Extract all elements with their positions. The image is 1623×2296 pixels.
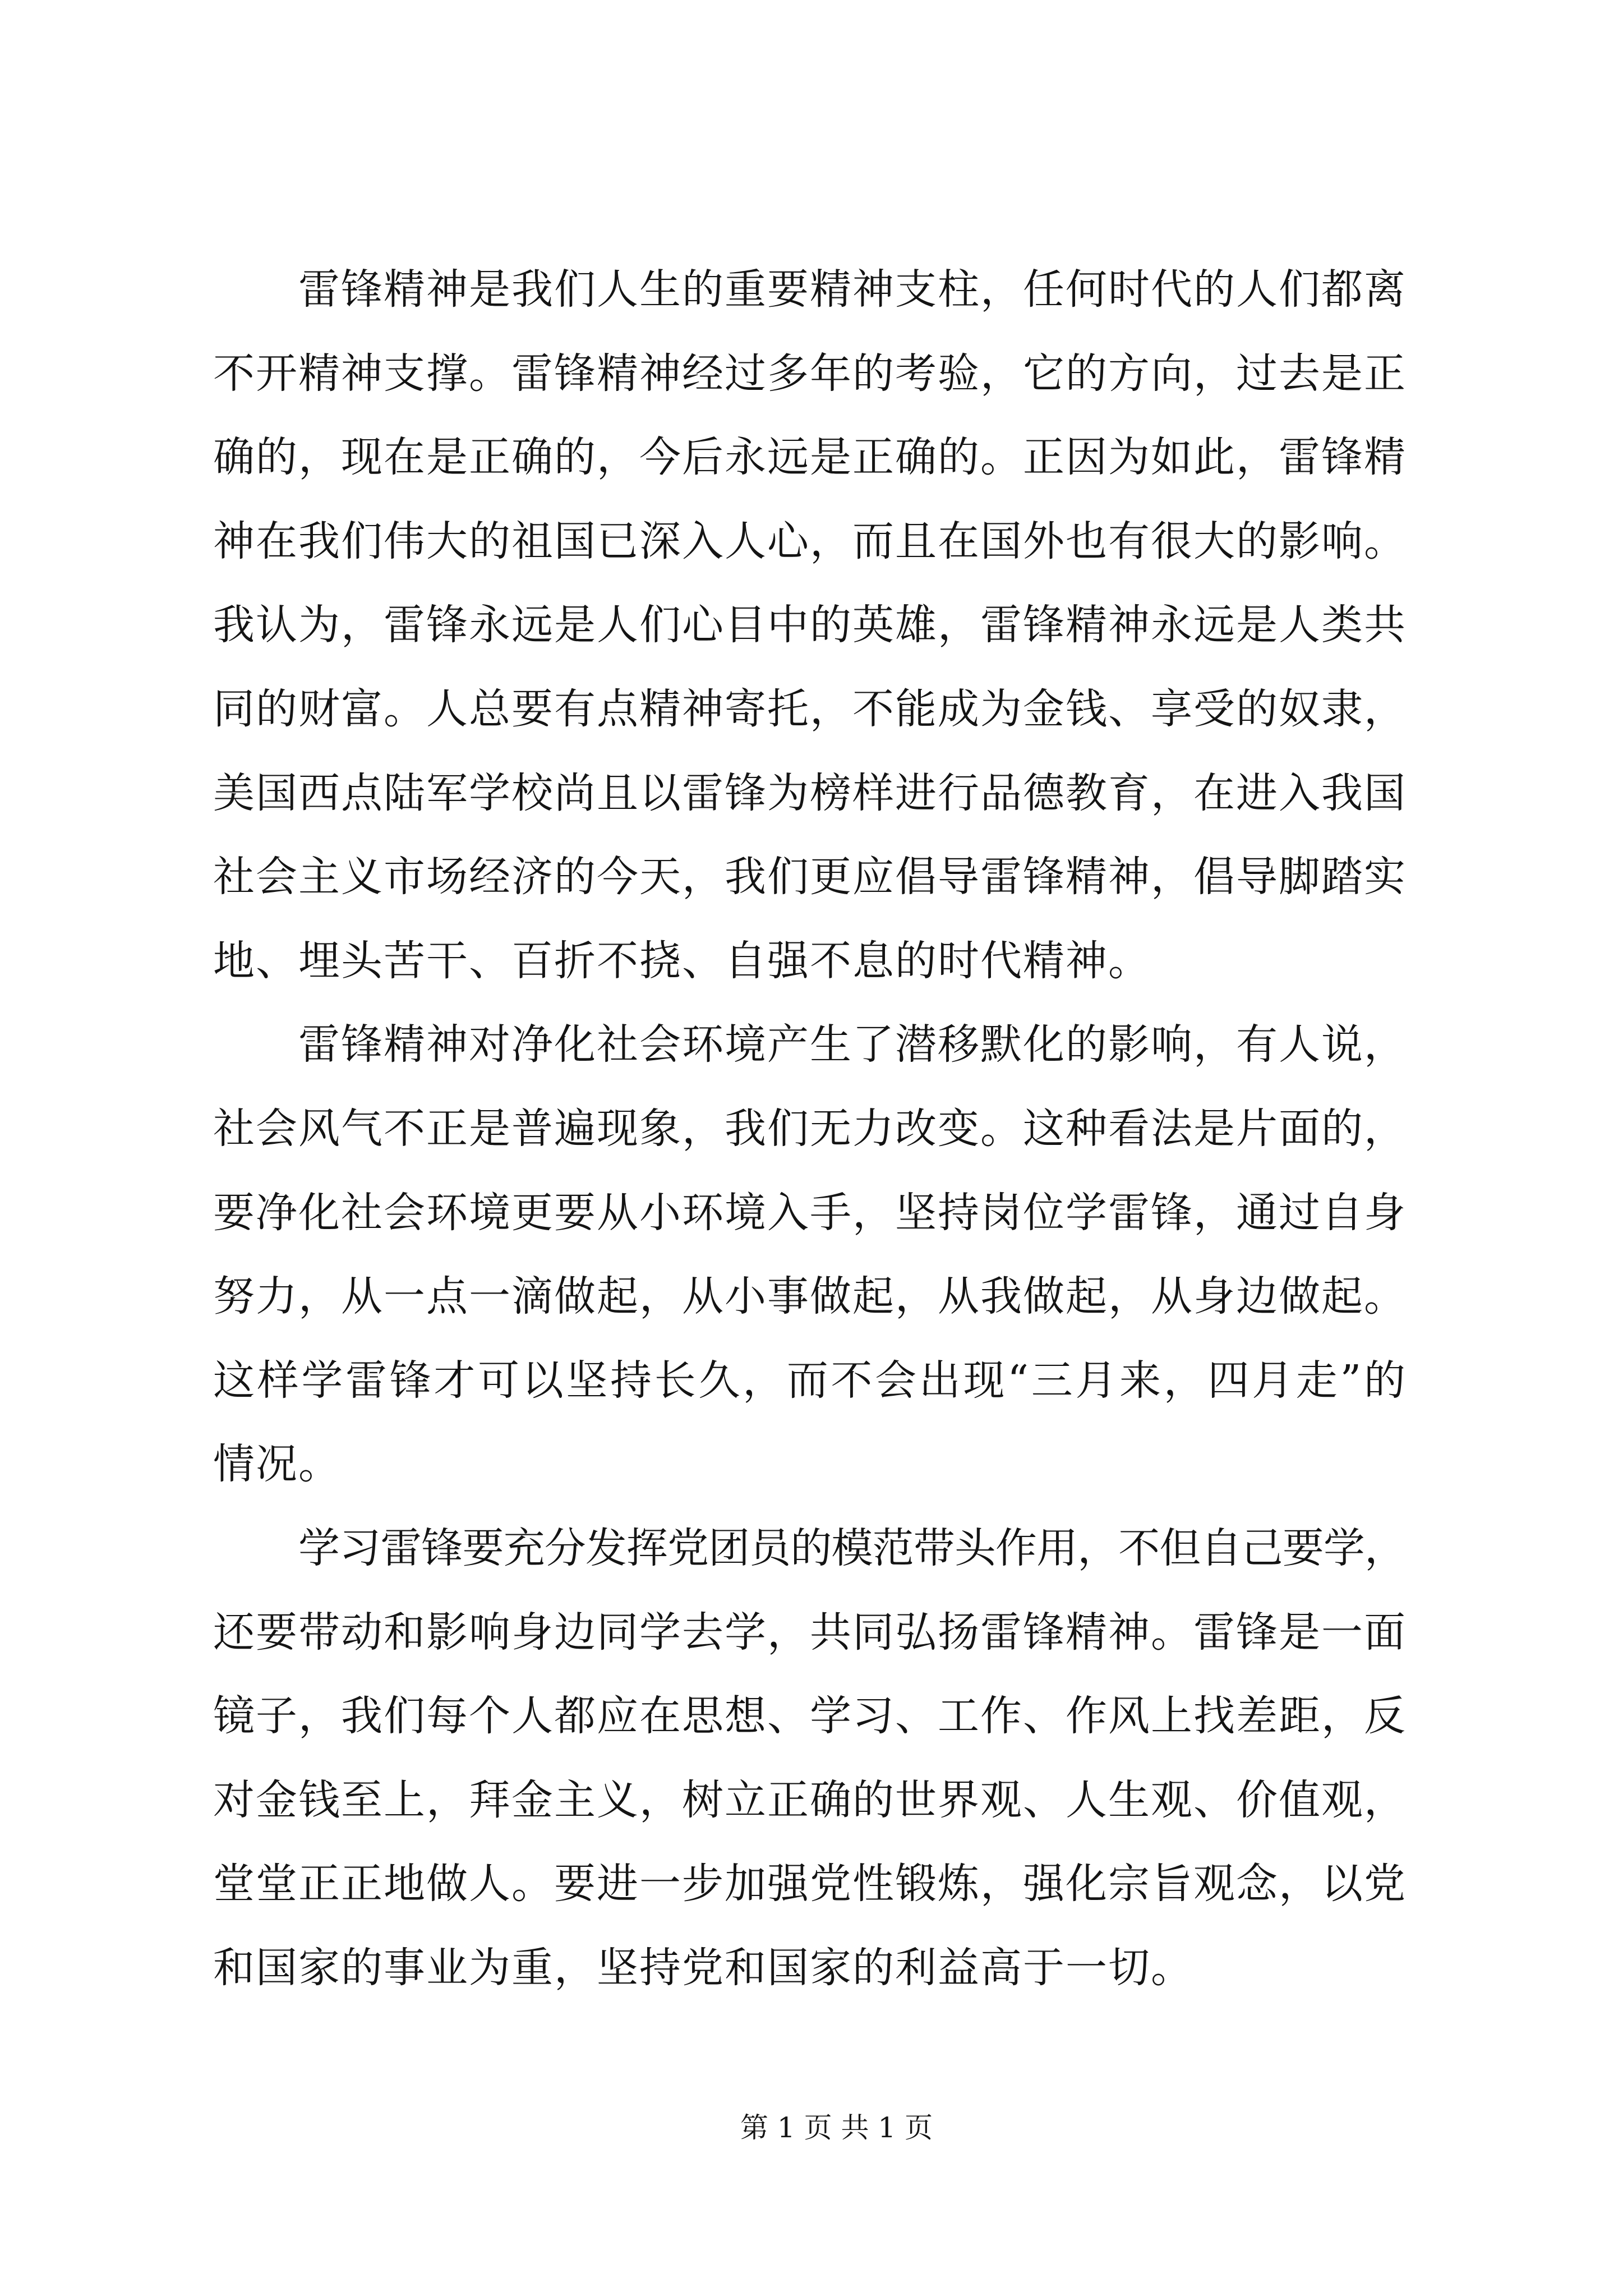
text-line: 雷锋精神是我们人生的重要精神支柱，任何时代的人们都离: [298, 265, 1405, 314]
text-line: 神在我们伟大的祖国已深入人心，而且在国外也有很大的影响。: [213, 517, 1405, 565]
text-line: 情况。: [213, 1440, 341, 1489]
text-line: 和国家的事业为重，坚持党和国家的利益高于一切。: [213, 1943, 1193, 1992]
document-body: [213, 248, 1405, 2010]
text-line: 镜子，我们每个人都应在思想、学习、工作、作风上找差距，反: [213, 1692, 1405, 1741]
text-line: 要净化社会环境更要从小环境入手，坚持岗位学雷锋，通过自身: [213, 1188, 1405, 1237]
page-footer: 第 1 页 共 1 页: [740, 2111, 933, 2144]
text-line: 还要带动和影响身边同学去学，共同弘扬雷锋精神。雷锋是一面: [213, 1608, 1405, 1657]
paragraph-3: [213, 1507, 1405, 2010]
text-line: 我认为，雷锋永远是人们心目中的英雄，雷锋精神永远是人类共: [213, 601, 1405, 650]
text-line: 同的财富。人总要有点精神寄托，不能成为金钱、享受的奴隶，: [213, 684, 1405, 733]
text-line: 努力，从一点一滴做起，从小事做起，从我做起，从身边做起。: [213, 1272, 1405, 1321]
text-line: 雷锋精神对净化社会环境产生了潜移默化的影响，有人说，: [298, 1020, 1405, 1069]
text-line: 不开精神支撑。雷锋精神经过多年的考验，它的方向，过去是正: [213, 349, 1405, 398]
paragraph-2: [213, 1003, 1405, 1507]
text-line: 这样学雷锋才可以坚持长久，而不会出现“三月来，四月走”的: [213, 1356, 1405, 1405]
text-line: 对金钱至上，拜金主义，树立正确的世界观、人生观、价值观，: [213, 1775, 1405, 1824]
text-line: 学习雷锋要充分发挥党团员的模范带头作用，不但自己要学，: [298, 1524, 1405, 1572]
text-line: 堂堂正正地做人。要进一步加强党性锻炼，强化宗旨观念，以党: [213, 1860, 1405, 1908]
paragraph-1: [213, 248, 1405, 1003]
text-line: 美国西点陆军学校尚且以雷锋为榜样进行品德教育，在进入我国: [213, 769, 1405, 817]
text-line: 确的，现在是正确的，今后永远是正确的。正因为如此，雷锋精: [213, 433, 1405, 482]
text-line: 社会风气不正是普遍现象，我们无力改变。这种看法是片面的，: [213, 1104, 1405, 1153]
text-line: 地、埋头苦干、百折不挠、自强不息的时代精神。: [213, 936, 1151, 985]
text-line: 社会主义市场经济的今天，我们更应倡导雷锋精神，倡导脚踏实: [213, 853, 1405, 901]
